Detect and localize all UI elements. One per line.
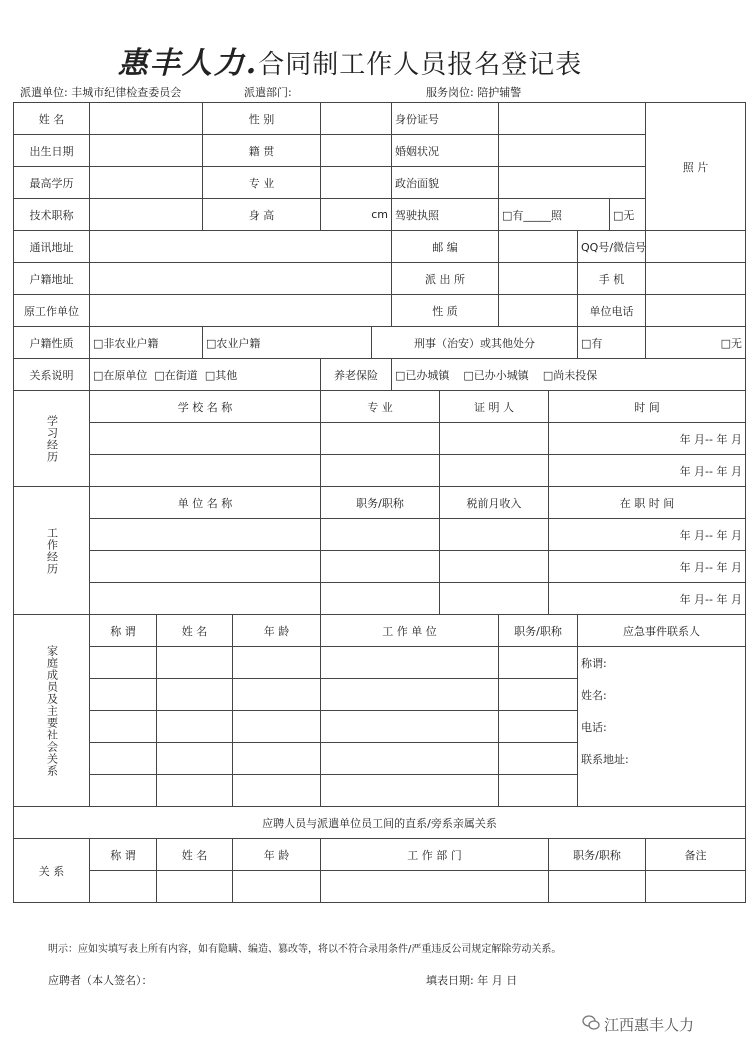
emergency-phone[interactable]: 电话:: [578, 711, 746, 743]
input-fam-name-4[interactable]: [157, 743, 233, 775]
input-position-3[interactable]: [321, 583, 440, 615]
title-dot: .: [245, 46, 259, 81]
form-heading: 合同制工作人员报名登记表: [258, 50, 583, 80]
input-study-major-1[interactable]: [321, 423, 440, 455]
input-name[interactable]: [90, 103, 203, 135]
col-salary: 税前月收入: [440, 487, 549, 519]
height-unit: cm: [321, 199, 392, 231]
study-period-2[interactable]: 年 月-- 年 月: [549, 455, 746, 487]
col-fname: 姓 名: [157, 615, 233, 647]
input-fam-work-2[interactable]: [321, 679, 499, 711]
col-emergency: 应急事件联系人: [578, 615, 746, 647]
input-fam-pos-3[interactable]: [499, 711, 578, 743]
input-work-unit-1[interactable]: [90, 519, 321, 551]
checkbox-license-no[interactable]: □无: [610, 199, 646, 231]
col-appellation: 称 谓: [90, 615, 157, 647]
watermark-text: 江西惠丰人力: [603, 1016, 694, 1034]
label-mobile: 手 机: [578, 263, 646, 295]
input-kin-dept[interactable]: [321, 871, 549, 903]
input-fam-app-4[interactable]: [90, 743, 157, 775]
label-unit-phone: 单位电话: [578, 295, 646, 327]
label-police: 派 出 所: [392, 263, 499, 295]
col-age: 年 龄: [233, 615, 321, 647]
label-native: 籍 贯: [203, 135, 321, 167]
work-period-2[interactable]: 年 月-- 年 月: [549, 551, 746, 583]
input-salary-3[interactable]: [440, 583, 549, 615]
col-fpos: 职务/职称: [499, 615, 578, 647]
checkbox-rel3[interactable]: □其他: [204, 368, 238, 382]
pension-options: [392, 359, 746, 391]
col-study-major: 专 业: [321, 391, 440, 423]
input-unit-phone[interactable]: [646, 295, 746, 327]
col-time: 时 间: [549, 391, 746, 423]
label-birth: 出生日期: [14, 135, 90, 167]
input-nature[interactable]: [499, 295, 578, 327]
label-qq: QQ号/微信号: [578, 231, 646, 263]
checkbox-agri[interactable]: □农业户籍: [203, 327, 372, 359]
input-kin-name[interactable]: [157, 871, 233, 903]
input-native[interactable]: [321, 135, 392, 167]
study-label-text: 学习经历: [45, 414, 59, 463]
study-section-label: [14, 391, 90, 487]
input-address[interactable]: [90, 231, 392, 263]
label-criminal: 刑事（治安）或其他处分: [372, 327, 578, 359]
label-hukou-type: 户籍性质: [14, 327, 90, 359]
input-fam-name-5[interactable]: [157, 775, 233, 807]
fill-date[interactable]: 填表日期: 年 月 日: [426, 974, 518, 987]
input-fam-app-3[interactable]: [90, 711, 157, 743]
study-period-1[interactable]: 年 月-- 年 月: [549, 423, 746, 455]
input-major[interactable]: [321, 167, 392, 199]
input-salary-1[interactable]: [440, 519, 549, 551]
registration-form: [13, 102, 746, 903]
work-period-3[interactable]: 年 月-- 年 月: [549, 583, 746, 615]
family-label-text: 家庭成员及主要社会关系: [45, 644, 59, 777]
input-fam-app-5[interactable]: [90, 775, 157, 807]
col-work-unit: 单 位 名 称: [90, 487, 321, 519]
input-fam-work-3[interactable]: [321, 711, 499, 743]
checkbox-has[interactable]: □有: [578, 327, 646, 359]
brand-name: 惠丰人力: [117, 46, 246, 81]
checkbox-rel1[interactable]: □在原单位: [93, 368, 148, 382]
checkbox-non-agri[interactable]: □非农业户籍: [90, 327, 203, 359]
input-mobile[interactable]: [646, 263, 746, 295]
input-id[interactable]: [499, 103, 646, 135]
input-school-1[interactable]: [90, 423, 321, 455]
input-fam-age-4[interactable]: [233, 743, 321, 775]
col-kin-remark: 备注: [646, 839, 746, 871]
label-edu: 最高学历: [14, 167, 90, 199]
label-relation: 关系说明: [14, 359, 90, 391]
kin-label: 关 系: [14, 839, 90, 903]
input-fam-pos-2[interactable]: [499, 679, 578, 711]
col-position: 职务/职称: [321, 487, 440, 519]
label-old-unit: 原工作单位: [14, 295, 90, 327]
label-pension: 养老保险: [321, 359, 392, 391]
input-fam-work-5[interactable]: [321, 775, 499, 807]
input-position-2[interactable]: [321, 551, 440, 583]
input-title[interactable]: [90, 199, 203, 231]
signature-label[interactable]: 应聘者（本人签名）：: [48, 974, 153, 987]
input-fam-age-5[interactable]: [233, 775, 321, 807]
input-witness-2[interactable]: [440, 455, 549, 487]
work-label-text: 工作经历: [45, 526, 59, 575]
label-gender: 性 别: [203, 103, 321, 135]
label-license: 驾驶执照: [392, 199, 499, 231]
wechat-icon: [582, 1015, 600, 1035]
label-address: 通讯地址: [14, 231, 90, 263]
input-kin-age[interactable]: [233, 871, 321, 903]
col-school: 学 校 名 称: [90, 391, 321, 423]
input-birth[interactable]: [90, 135, 203, 167]
relation-options: [90, 359, 321, 391]
input-gender[interactable]: [321, 103, 392, 135]
label-height: 身 高: [203, 199, 321, 231]
family-section-label: [14, 615, 90, 807]
input-kin-pos[interactable]: [549, 871, 646, 903]
input-fam-app-2[interactable]: [90, 679, 157, 711]
emergency-name[interactable]: 姓名:: [578, 679, 746, 711]
input-work-unit-3[interactable]: [90, 583, 321, 615]
label-major: 专 业: [203, 167, 321, 199]
input-fam-work-1[interactable]: [321, 647, 499, 679]
input-fam-age-3[interactable]: [233, 711, 321, 743]
label-name: 姓 名: [14, 103, 90, 135]
input-kin-app[interactable]: [90, 871, 157, 903]
label-hukou-addr: 户籍地址: [14, 263, 90, 295]
input-police[interactable]: [499, 263, 578, 295]
label-marital: 婚姻状况: [392, 135, 499, 167]
input-fam-pos-5[interactable]: [499, 775, 578, 807]
label-political: 政治面貌: [392, 167, 499, 199]
input-postcode[interactable]: [499, 231, 578, 263]
col-on-time: 在 职 时 间: [549, 487, 746, 519]
emergency-blank[interactable]: [578, 775, 746, 807]
dispatch-dept: 派遣部门:: [244, 86, 292, 99]
checkbox-pen2[interactable]: □已办小城镇: [463, 368, 529, 382]
service-post: 服务岗位: 陪护辅警: [426, 86, 522, 99]
input-old-unit[interactable]: [90, 295, 392, 327]
input-edu[interactable]: [90, 167, 203, 199]
label-postcode: 邮 编: [392, 231, 499, 263]
col-fwork: 工 作 单 位: [321, 615, 499, 647]
input-fam-name-2[interactable]: [157, 679, 233, 711]
input-hukou-addr[interactable]: [90, 263, 392, 295]
col-kin-pos: 职务/职称: [549, 839, 646, 871]
input-marital[interactable]: [499, 135, 646, 167]
col-kin-dept: 工 作 部 门: [321, 839, 549, 871]
input-position-1[interactable]: [321, 519, 440, 551]
disclaimer-note: 明示：应如实填写表上所有内容，如有隐瞒、编造、篡改等，将以不符合录用条件/严重违反公司规定解除劳动关系。: [48, 944, 562, 955]
kin-header: 应聘人员与派遣单位员工间的直系/旁系亲属关系: [14, 807, 746, 839]
input-fam-pos-1[interactable]: [499, 647, 578, 679]
form-title: [0, 38, 700, 82]
checkbox-pen1[interactable]: □已办城镇: [395, 368, 450, 382]
work-section-label: [14, 487, 90, 615]
checkbox-rel2[interactable]: □在街道: [154, 368, 198, 382]
checkbox-none[interactable]: □无: [646, 327, 746, 359]
input-fam-app-1[interactable]: [90, 647, 157, 679]
watermark: [582, 1014, 694, 1035]
col-kin-age: 年 龄: [233, 839, 321, 871]
label-nature: 性 质: [392, 295, 499, 327]
input-witness-1[interactable]: [440, 423, 549, 455]
input-fam-age-2[interactable]: [233, 679, 321, 711]
col-kin-app: 称 谓: [90, 839, 157, 871]
input-fam-pos-4[interactable]: [499, 743, 578, 775]
input-salary-2[interactable]: [440, 551, 549, 583]
input-political[interactable]: [499, 167, 646, 199]
dispatch-unit: 派遣单位: 丰城市纪律检查委员会: [20, 86, 182, 99]
input-study-major-2[interactable]: [321, 455, 440, 487]
input-work-unit-2[interactable]: [90, 551, 321, 583]
emergency-appellation[interactable]: 称谓:: [578, 647, 746, 679]
col-kin-name: 姓 名: [157, 839, 233, 871]
input-kin-remark[interactable]: [646, 871, 746, 903]
checkbox-license-yes[interactable]: □有_____照: [499, 199, 610, 231]
input-fam-name-1[interactable]: [157, 647, 233, 679]
col-witness: 证 明 人: [440, 391, 549, 423]
checkbox-pen3[interactable]: □尚未投保: [542, 368, 598, 382]
input-fam-work-4[interactable]: [321, 743, 499, 775]
label-id: 身份证号: [392, 103, 499, 135]
input-qq[interactable]: [646, 231, 746, 263]
input-fam-age-1[interactable]: [233, 647, 321, 679]
label-title: 技术职称: [14, 199, 90, 231]
input-school-2[interactable]: [90, 455, 321, 487]
input-fam-name-3[interactable]: [157, 711, 233, 743]
work-period-1[interactable]: 年 月-- 年 月: [549, 519, 746, 551]
photo-box[interactable]: 照 片: [646, 103, 746, 231]
emergency-address[interactable]: 联系地址:: [578, 743, 746, 775]
